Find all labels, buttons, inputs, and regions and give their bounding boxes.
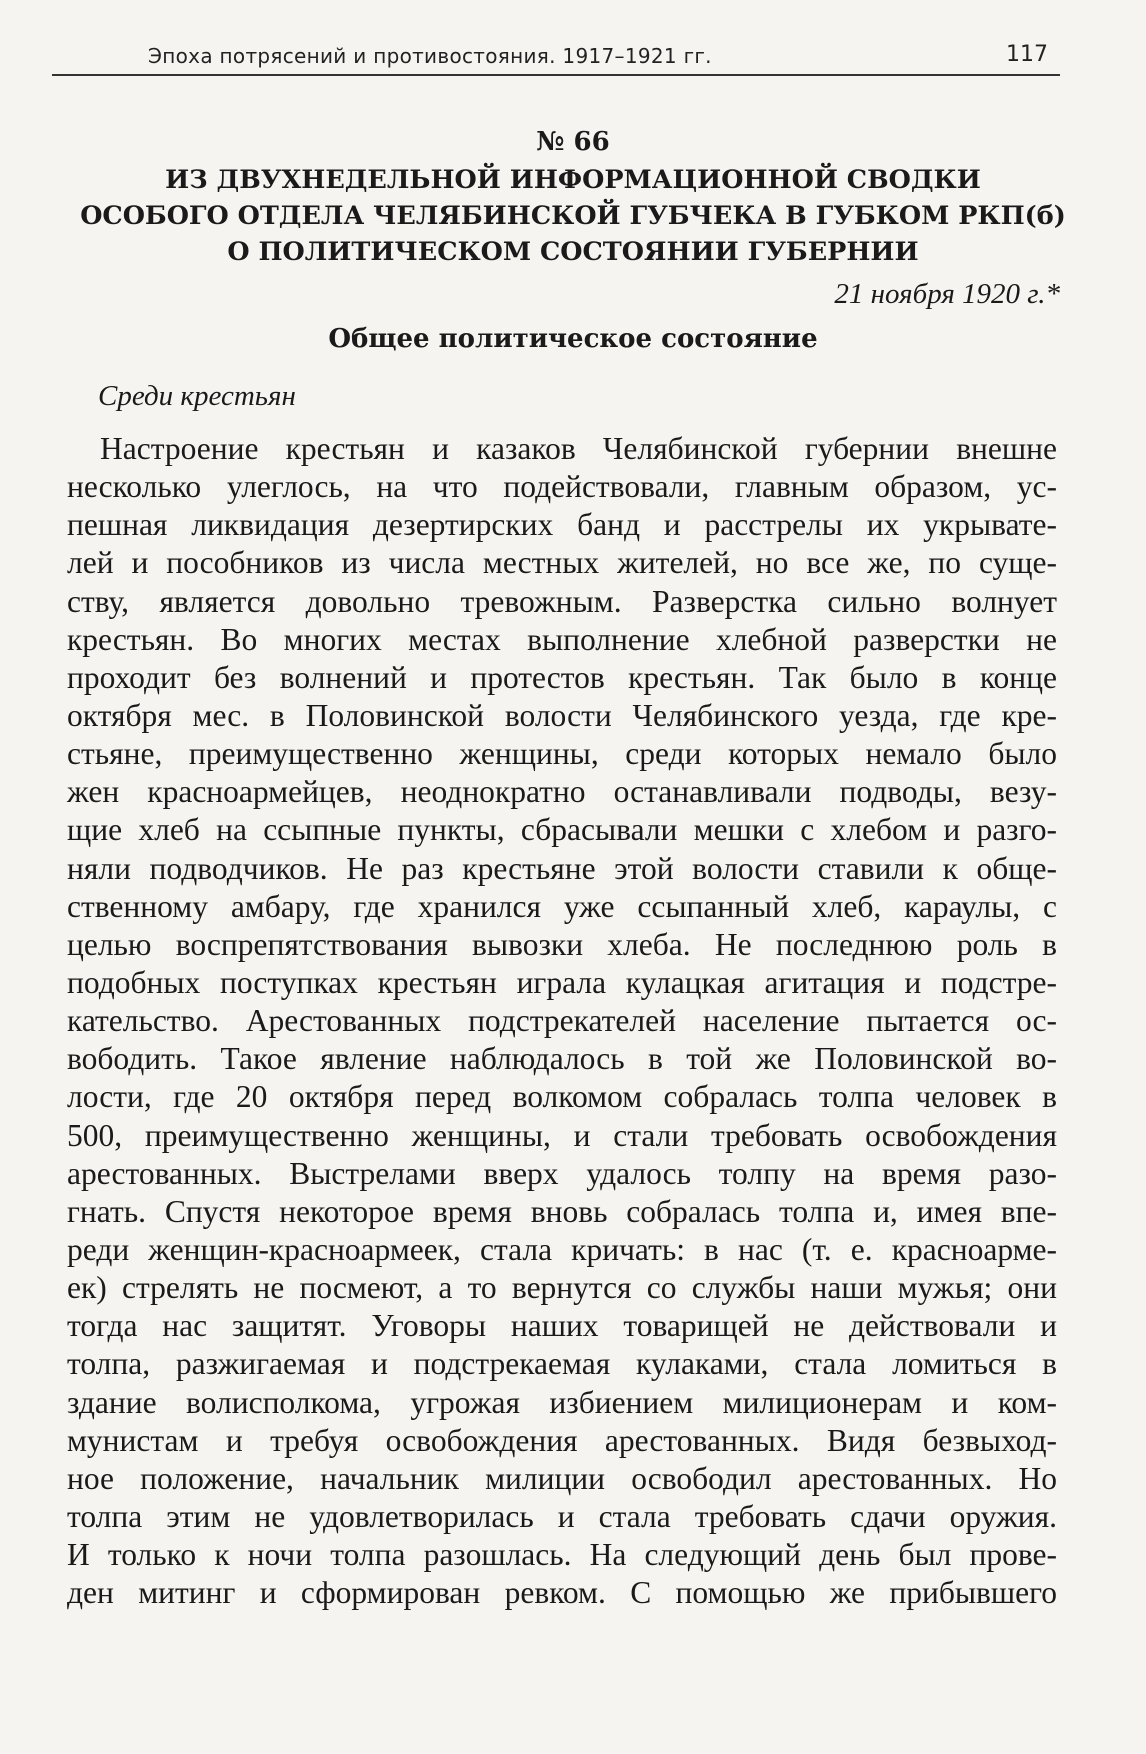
text-line: проходит без волнений и протестов крестьян. Так было в конце: [67, 659, 1057, 695]
section-heading: Общее политическое состояние: [328, 324, 818, 354]
text-line: подобных поступках крестьян играла кулацкая агитация и подстре-: [67, 964, 1057, 1000]
text-line: щие хлеб на ссыпные пункты, сбрасывали мешки с хлебом и разго-: [67, 812, 1057, 848]
text-line: лей и пособников из числа местных жителей, но все же, по суще-: [67, 545, 1057, 581]
text-line: толпа, разжигаемая и подстрекаемая кулаками, стала ломиться в: [67, 1346, 1057, 1382]
document-title: [40, 162, 1106, 270]
text-line: целью воспрепятствования вывозки хлеба. Не последнюю роль в: [67, 926, 1057, 962]
text-line: кательство. Арестованных подстрекателей население пытается ос-: [67, 1003, 1057, 1039]
text-line: несколько улеглось, на что подействовали, главным образом, ус-: [67, 469, 1057, 505]
text-line: вободить. Такое явление наблюдалось в той же Половинской во-: [67, 1041, 1057, 1077]
text-line: толпа этим не удовлетворилась и стала требовать сдачи оружия.: [67, 1498, 1057, 1534]
text-line: здание волисполкома, угрожая избиением милиционерам и ком-: [67, 1384, 1057, 1420]
text-line: лости, где 20 октября перед волкомом собралась толпа человек в: [67, 1079, 1057, 1115]
text-line: Настроение крестьян и казаков Челябинской губернии внешне: [100, 431, 1057, 466]
text-line: ственному амбару, где хранился уже ссыпанный хлеб, караулы, с: [67, 888, 1057, 924]
page-number: 117: [1006, 42, 1048, 67]
text-line: няли подводчиков. Не раз крестьяне этой волости ставили к обще-: [67, 850, 1057, 886]
text-line: мунистам и требуя освобождения арестованных. Видя безвыход-: [67, 1422, 1057, 1458]
body-text: [67, 430, 1057, 1612]
text-line: пешная ликвидация дезертирских банд и расстрелы их укрывате-: [67, 507, 1057, 543]
text-line: 500, преимущественно женщины, и стали требовать освобождения: [67, 1117, 1057, 1153]
running-title: Эпоха потрясений и противостояния. 1917–1921 гг.: [148, 44, 712, 68]
text-line: ден митинг и сформирован ревком. С помощью же прибывшего: [67, 1575, 1057, 1611]
text-line: арестованных. Выстрелами вверх удалось толпу на время разо-: [67, 1155, 1057, 1191]
text-line: И только к ночи толпа разошлась. На следующий день был прове-: [67, 1537, 1057, 1573]
document-number: № 66: [536, 127, 610, 157]
text-line: октября мес. в Половинской волости Челябинского уезда, где кре-: [67, 697, 1057, 733]
text-line: жен красноармейцев, неоднократно останавливали подводы, везу-: [67, 774, 1057, 810]
document-title-line: ИЗ ДВУХНЕДЕЛЬНОЙ ИНФОРМАЦИОННОЙ СВОДКИ: [165, 165, 981, 195]
text-line: крестьян. Во многих местах выполнение хлебной разверстки не: [67, 621, 1057, 657]
page-header: [52, 44, 1060, 80]
text-line: тогда нас защитят. Уговоры наших товарищей не действовали и: [67, 1308, 1057, 1344]
subsection-heading: Среди крестьян: [98, 380, 296, 412]
text-line: стьяне, преимущественно женщины, среди которых немало было: [67, 736, 1057, 772]
header-rule: [52, 74, 1060, 76]
text-line: гнать. Спустя некоторое время вновь собралась толпа и, имея впе-: [67, 1193, 1057, 1229]
document-date: 21 ноября 1920 г.*: [834, 278, 1060, 310]
text-line: ное положение, начальник милиции освободил арестованных. Но: [67, 1460, 1057, 1496]
document-title-line: О ПОЛИТИЧЕСКОМ СОСТОЯНИИ ГУБЕРНИИ: [227, 237, 919, 267]
text-line: ек) стрелять не посмеют, а то вернутся со службы наши мужья; они: [67, 1270, 1057, 1306]
text-line: ству, является довольно тревожным. Разверстка сильно волнует: [67, 583, 1057, 619]
text-line: реди женщин-красноармеек, стала кричать: в нас (т. е. красноарме-: [67, 1231, 1057, 1267]
document-title-line: ОСОБОГО ОТДЕЛА ЧЕЛЯБИНСКОЙ ГУБЧЕКА В ГУБКОМ РКП(б): [80, 201, 1066, 231]
